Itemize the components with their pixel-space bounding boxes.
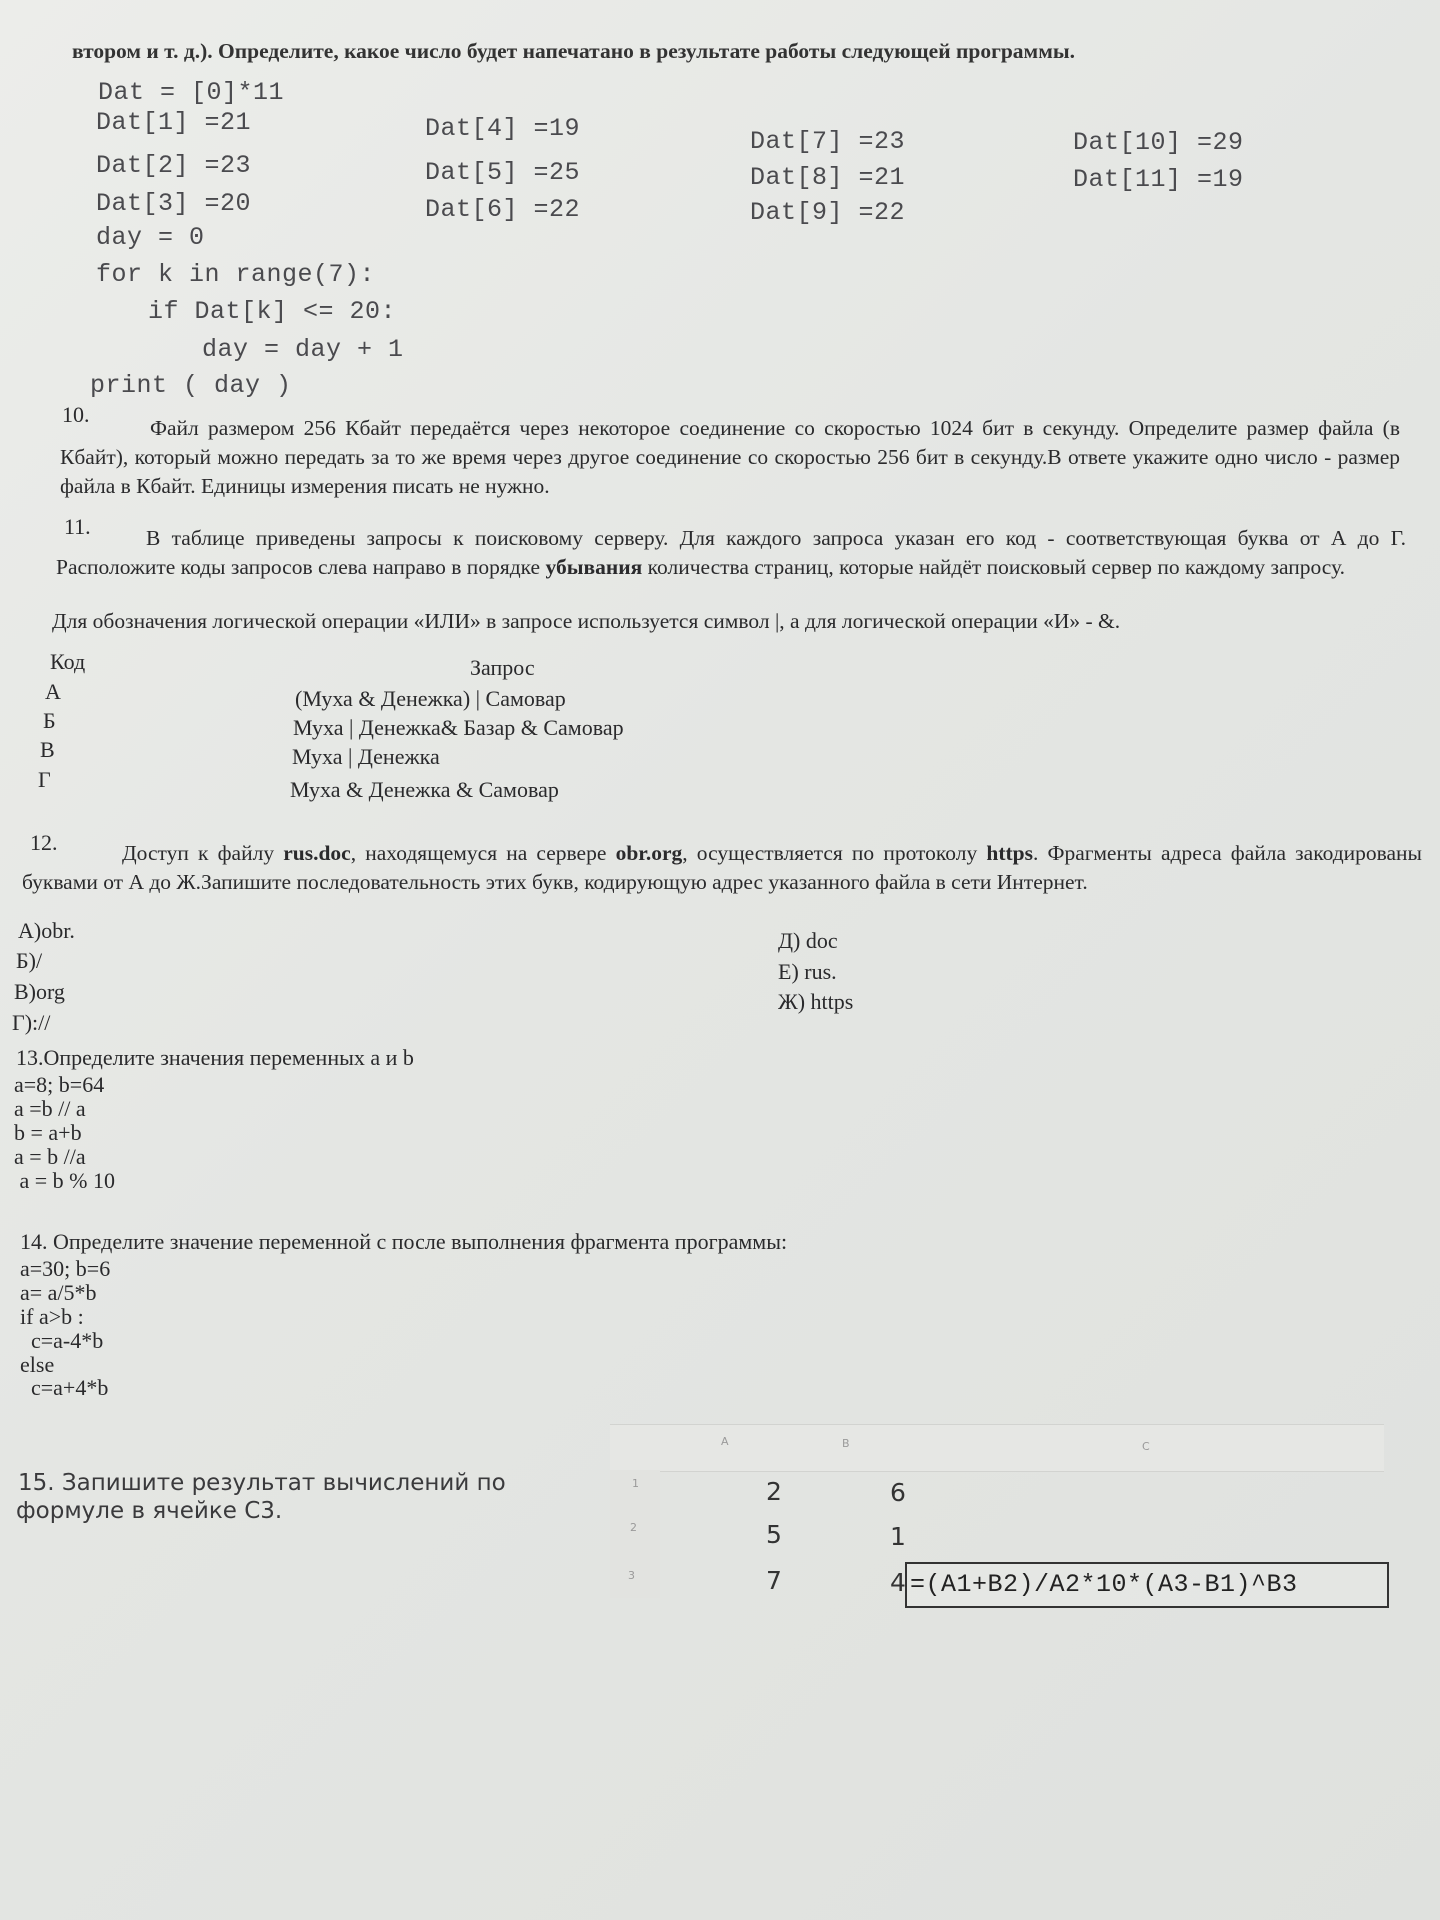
option: Д) doc [778,928,838,953]
row-header-2: 2 [630,1521,637,1534]
code-line: c=a+4*b [20,1375,109,1400]
q12-number: 12. [30,830,58,855]
code-line: print ( day ) [90,371,292,400]
code-line: Dat[5] =25 [425,158,581,187]
header-line: втором и т. д.). Определите, какое число будет напечатано в результате работы следующей программы. [72,39,1076,63]
code-line: Dat[8] =21 [750,163,906,192]
row-header-1: 1 [632,1477,639,1490]
cell-a2: 5 [766,1520,782,1549]
code-line: a=30; b=6 [20,1256,111,1281]
row-query: Муха | Денежка& Базар & Самовар [293,715,624,740]
code-line: c=a-4*b [20,1328,104,1353]
row-query: (Муха & Денежка) | Самовар [295,686,566,711]
cell-a1: 2 [766,1477,782,1506]
q11-note: Для обозначения логической операции «ИЛИ» в запросе используется символ |, а для логической операции «И» - &. [52,609,1121,633]
q11-text-before: В таблице приведены запросы к поисковому серверу. Для каждого запроса указан его код - соответствующая буква от А до Г. Расположите коды запросов слева направо в порядке [56,526,1406,579]
q10-text-body: Файл размером 256 Кбайт передаётся через некоторое соединение со скоростью 1024 бит в секунду. Определите размер файла (в Кбайт), который можно передать за то же время через другое соединение со скоростью 256 бит в секунду.В ответе укажите одно число - размер файла в Кбайт. Единицы измерения писать не нужно. [60,416,1400,498]
row-query: Муха & Денежка & Самовар [290,777,559,802]
code-line: b = a+b [14,1120,82,1145]
col-header-b: B [842,1437,850,1450]
cell-a3: 7 [766,1566,782,1595]
q12-text [22,839,1422,897]
q14-title: 14. Определите значение переменной c после выполнения фрагмента программы: [20,1229,788,1254]
code-line: Dat[10] =29 [1073,128,1244,157]
row-code: В [40,737,55,762]
q11-text [56,524,1406,582]
code-line: for k in range(7): [96,260,376,289]
column-header-bar [610,1424,1384,1472]
code-line: if Dat[k] <= 20: [148,297,397,326]
code-line: Dat[9] =22 [750,198,906,227]
q15-text-line1: 15. Запишите результат вычислений по [18,1470,506,1496]
option: В)org [14,979,65,1004]
q10-text [60,414,1400,501]
q11-number: 11. [64,514,91,539]
q12-t1: Доступ к файлу [122,841,275,865]
q11-text-after: количества страниц, которые найдёт поисковый сервер по каждому запросу. [647,555,1346,579]
col-header-query: Запрос [470,655,535,680]
q12-protocol: https [986,841,1033,865]
option: Е) rus. [778,959,837,984]
q12-t4: . Фрагменты адреса файла закодированы буквами от А до Ж.Запишите последовательность этих букв, кодирующую адрес указанного файла в сети Интернет. [22,841,1423,894]
code-line: else [20,1352,55,1377]
code-line: Dat[6] =22 [425,195,581,224]
option: Ж) https [778,989,854,1014]
code-line: Dat = [0]*11 [98,78,285,107]
row-query: Муха | Денежка [292,744,440,769]
q10-number: 10. [62,402,90,427]
code-line: Dat[7] =23 [750,127,906,156]
code-line: Dat[2] =23 [96,151,252,180]
row-code: Г [38,767,51,792]
q12-t3: , осуществляется по протоколу [682,841,978,865]
code-line: day = 0 [96,223,205,252]
q11-text-bold: убывания [545,555,643,579]
code-line: a = b //a [14,1144,86,1169]
option: А)obr. [18,918,75,943]
code-line: if a>b : [20,1304,84,1329]
col-header-c: C [1142,1440,1150,1453]
code-line: a = b % 10 [14,1168,115,1193]
cell-c3-formula: =(A1+B2)/A2*10*(A3-B1)^B3 [910,1570,1298,1599]
code-line: Dat[11] =19 [1073,165,1244,194]
q13-title: 13.Определите значения переменных a и b [16,1045,414,1070]
code-line: day = day + 1 [202,335,404,364]
option: Б)/ [16,948,43,973]
option: Г):// [12,1010,51,1035]
row-code: Б [43,708,56,733]
cell-b1: 6 [890,1478,906,1507]
row-code: А [45,679,61,704]
q12-server: obr.org [615,841,683,865]
col-header-code: Код [50,649,86,674]
cell-b3: 4 [890,1568,906,1597]
code-line: Dat[3] =20 [96,189,252,218]
code-line: Dat[4] =19 [425,114,581,143]
code-line: Dat[1] =21 [96,108,252,137]
cell-b2: 1 [890,1522,906,1551]
q12-file: rus.doc [283,841,351,865]
code-line: a=8; b=64 [14,1072,105,1097]
row-header-3: 3 [628,1569,635,1582]
col-header-a: A [721,1435,729,1448]
q12-t2: , находящемуся на сервере [350,841,607,865]
q15-text-line2: формуле в ячейке С3. [16,1498,283,1524]
code-line: a= a/5*b [20,1280,97,1305]
code-line: a =b // a [14,1096,86,1121]
